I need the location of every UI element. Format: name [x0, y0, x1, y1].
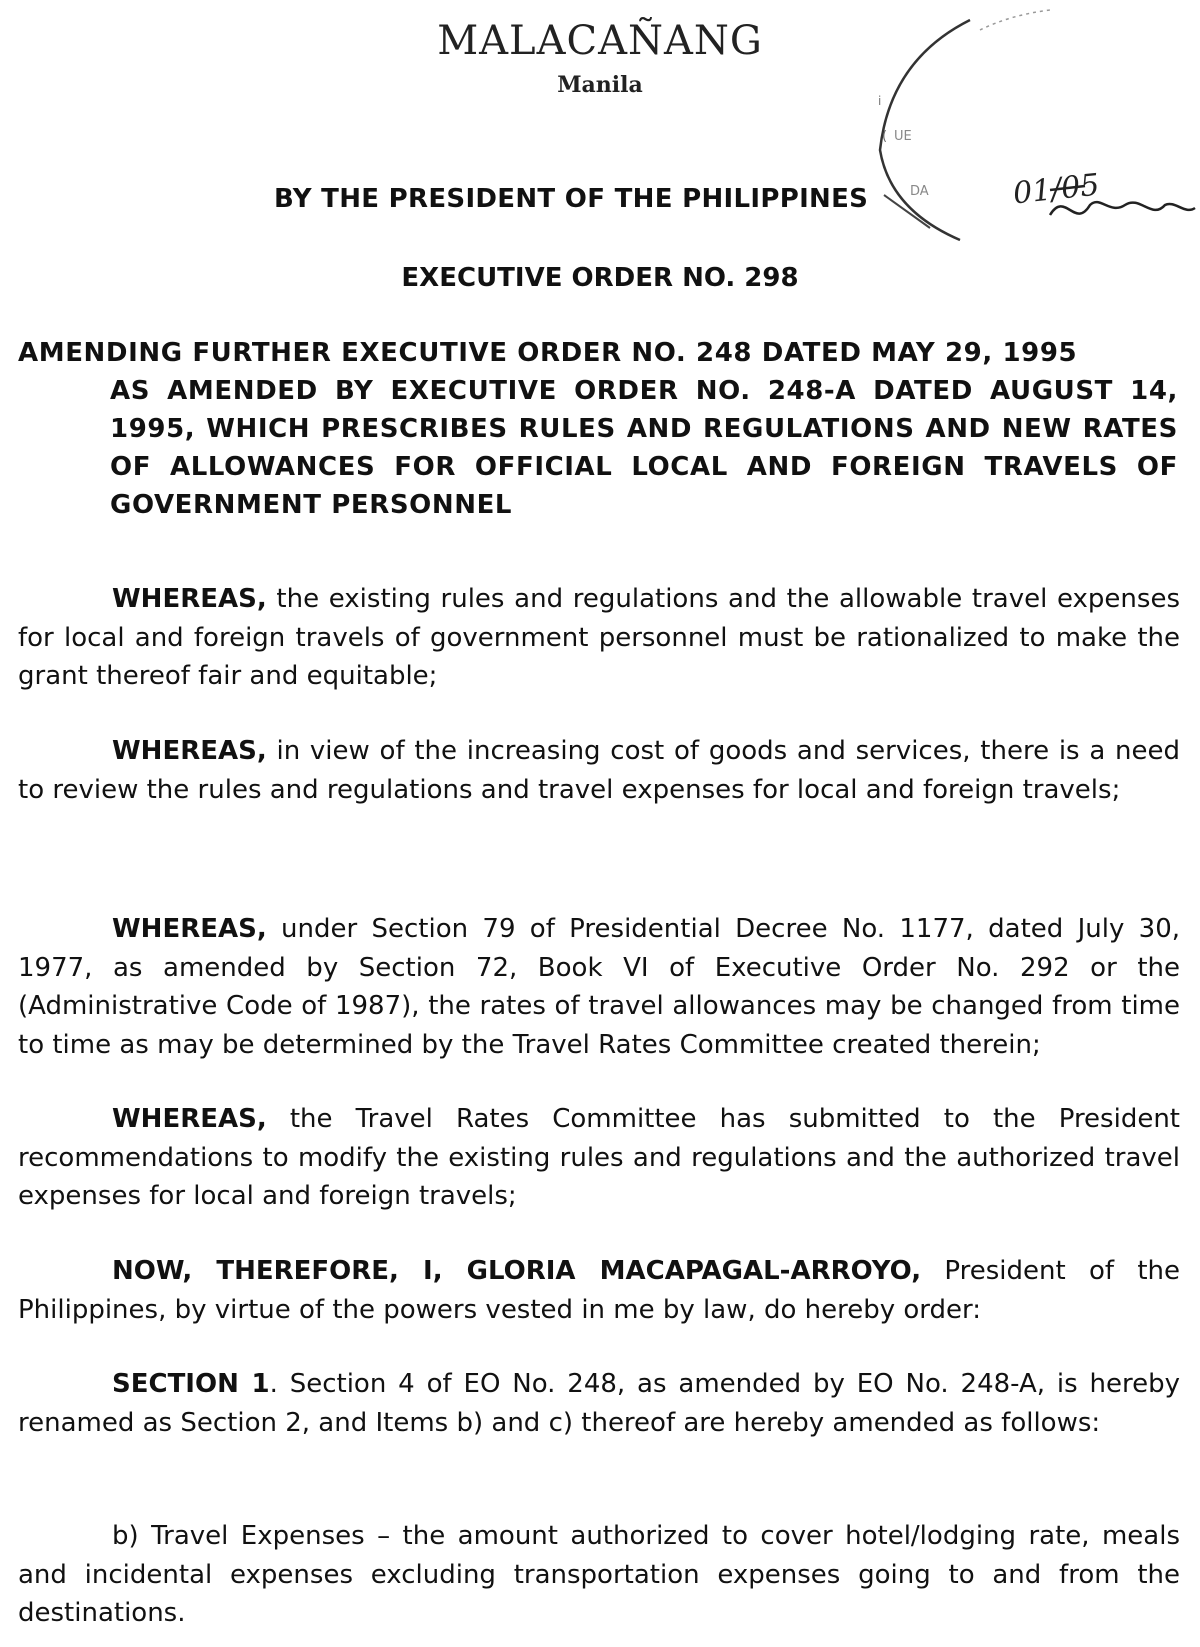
- issuing-authority: BY THE PRESIDENT OF THE PHILIPPINES: [274, 184, 869, 214]
- clause-text: the existing rules and regulations and the allowable travel expenses for local and foreign travels of government personnel must be rationalized to make the grant thereof fair and equitable;: [18, 584, 1180, 691]
- clause-lead: WHEREAS,: [112, 914, 267, 944]
- order-title: EXECUTIVE ORDER NO. 298: [401, 263, 799, 293]
- subject-line-1: AMENDING FURTHER EXECUTIVE ORDER NO. 248 DATED MAY 29, 1995: [18, 338, 1078, 368]
- svg-text:i: i: [878, 94, 882, 108]
- item-text: b) Travel Expenses – the amount authorized to cover hotel/lodging rate, meals and incidental expenses excluding transportation expenses going to and from the destinations.: [18, 1521, 1180, 1628]
- clause-lead: WHEREAS,: [112, 584, 267, 614]
- office-location: Manila: [557, 72, 643, 98]
- clause-lead: WHEREAS,: [112, 1104, 267, 1134]
- whereas-clause-4: [18, 1100, 1180, 1216]
- section-heading: SECTION 1: [112, 1369, 270, 1399]
- item-b-travel-expenses: [18, 1517, 1180, 1633]
- section-text: . Section 4 of EO No. 248, as amended by EO No. 248-A, is hereby renamed as Section 2, and Items b) and c) thereof are hereby amended as follows:: [18, 1369, 1180, 1438]
- stamp-date: 01/05: [1011, 167, 1102, 212]
- whereas-clause-3: [18, 910, 1180, 1064]
- section-1: [18, 1365, 1180, 1442]
- svg-text:(: (: [882, 129, 888, 144]
- svg-text:UE: UE: [894, 129, 912, 144]
- subject-continuation: AS AMENDED BY EXECUTIVE ORDER NO. 248-A DATED AUGUST 14, 1995, WHICH PRESCRIBES RULES AND REGULATIONS AND NEW RATES OF ALLOWANCES FOR OFFICIAL LOCAL AND FOREIGN TRAVELS OF GOVERNMENT PERSONNEL: [110, 376, 1178, 520]
- clause-lead: NOW, THEREFORE, I, GLORIA MACAPAGAL-ARROYO,: [112, 1256, 922, 1286]
- clause-text: the Travel Rates Committee has submitted to the President recommendations to modify the existing rules and regulations and the authorized travel expenses for local and foreign travels;: [18, 1104, 1180, 1211]
- received-stamp: [878, 0, 1200, 255]
- clause-text: under Section 79 of Presidential Decree No. 1177, dated July 30, 1977, as amended by Section 72, Book VI of Executive Order No. 292 or the (Administrative Code of 1987), the rates of travel allowances may be changed from time to time as may be determined by the Travel Rates Committee created therein;: [18, 914, 1180, 1060]
- whereas-clause-2: [18, 732, 1180, 809]
- clause-lead: WHEREAS,: [112, 736, 267, 766]
- clause-text: President of the Philippines, by virtue of the powers vested in me by law, do hereby order:: [18, 1256, 1180, 1325]
- order-subject: [18, 334, 1178, 524]
- whereas-clause-1: [18, 580, 1180, 696]
- office-title: MALACAÑANG: [437, 18, 763, 64]
- clause-text: in view of the increasing cost of goods and services, there is a need to review the rules and regulations and travel expenses for local and foreign travels;: [18, 736, 1180, 805]
- ordering-clause: [18, 1252, 1180, 1329]
- svg-text:DA: DA: [910, 184, 929, 199]
